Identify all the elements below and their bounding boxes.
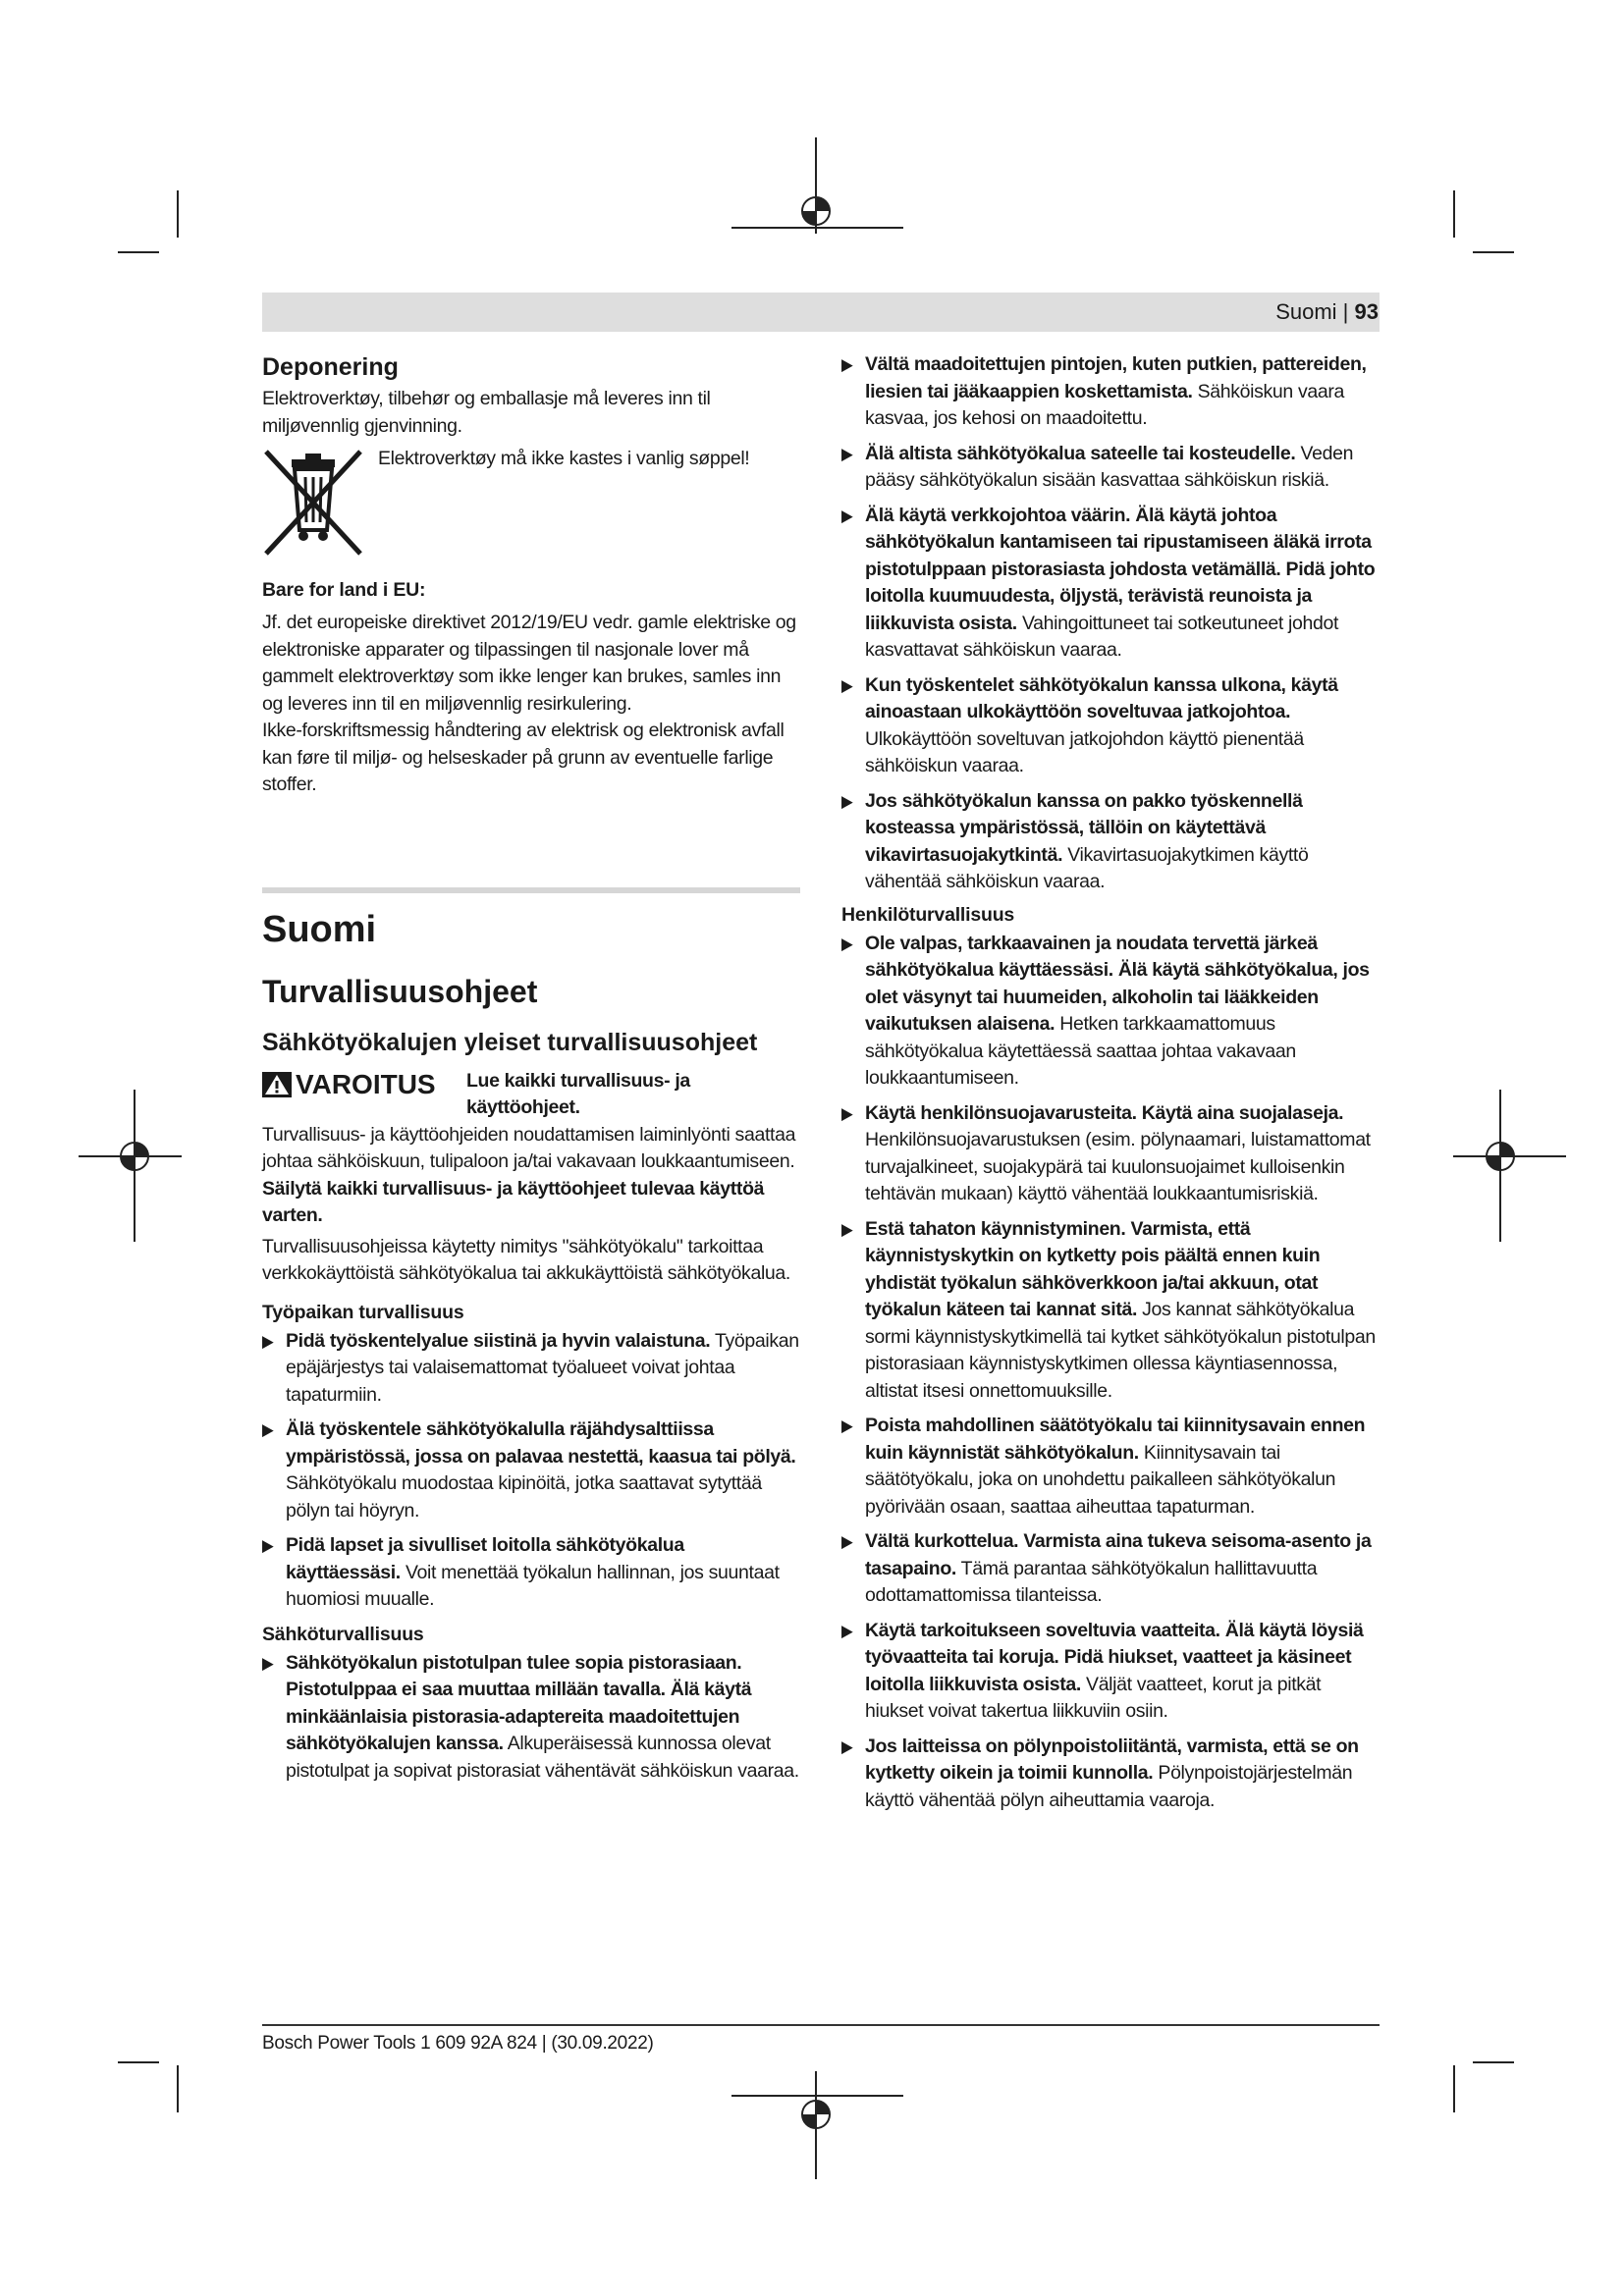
bullet-icon: ▶ (841, 1219, 853, 1239)
header-separator: | (1342, 299, 1349, 324)
footer-text: Bosch Power Tools 1 609 92A 824 | (30.09.2022) (262, 2033, 654, 2054)
list-item: ▶ Ole valpas, tarkkaavainen ja noudata tervettä järkeä sähkötyökalua käyttäessäsi. Älä käytä sähkötyökalua, jos olet väsynyt tai huumeiden, alkoholin tai lääkkeiden vaikutuksen alaisena. Hetken tarkkaamattomuus sähkötyökalua käytettäessä saattaa johtaa vakavaan loukkaantumiseen. (841, 932, 1370, 1089)
deponering-text: Elektroverktøy, tilbehør og emballasje må leveres inn til miljøvennlig gjenvinning. (262, 388, 711, 437)
electrical-list-right (841, 351, 1380, 896)
registration-mark-left (79, 1060, 216, 1256)
list-item: ▶ Pidä lapset ja sivulliset loitolla sähkötyökalua käyttäessäsi. Voit menettää työkalun hallinnan, jos suuntaat huomiosi muualle. (262, 1534, 780, 1610)
warning-label-text: VAROITUS (296, 1068, 436, 1099)
list-item: ▶ Käytä tarkoitukseen soveltuvia vaatteita. Älä käytä löysiä työvaatteita tai koruja. Pidä hiukset, vaatteet ja käsineet loitolla liikkuvista osista. Väljät vaatteet, korut ja pitkät hiukset voivat takertua liikkuviin osiin. (841, 1619, 1364, 1722)
keep-instructions: Säilytä kaikki turvallisuus- ja käyttöohjeet tulevaa käyttöä varten. (262, 1177, 765, 1226)
header-band (262, 293, 1380, 332)
section-divider (262, 887, 800, 893)
list-item: ▶ Sähkötyökalun pistotulpan tulee sopia pistorasiaan. Pistotulppaa ei saa muuttaa millään tavalla. Älä käytä minkäänlaisia pistorasia-adaptereita maadoitettujen sähkötyökalujen kanssa. Alkuperäisessä kunnossa olevat pistotulpat ja sopivat pistorasiat vähentävät sähköiskun vaaraa. (262, 1651, 799, 1782)
page-number: 93 (1354, 299, 1379, 324)
warning-label (262, 1068, 459, 1101)
workplace-list (262, 1328, 800, 1614)
warning-block (262, 1068, 800, 1176)
bullet-icon: ▶ (841, 506, 853, 525)
warning-text: Turvallisuus- ja käyttöohjeiden noudattamisen laiminlyönti saattaa johtaa sähköiskuun, tulipaloon ja/tai vakavaan loukkaantumiseen. (262, 1123, 796, 1172)
eu-heading: Bare for land i EU: (262, 579, 426, 601)
suomi-heading: Suomi (262, 908, 377, 950)
left-column (262, 351, 800, 1792)
term-definition: Turvallisuusohjeissa käytetty nimitys "sähkötyökalu" tarkoittaa verkkokäyttöistä sähkötyökalua tai akkukäyttöistä sähkötyökalua. (262, 1235, 790, 1284)
list-item: ▶ Vältä maadoitettujen pintojen, kuten putkien, pattereiden, liesien tai jääkaappien koskettamista. Sähköiskun vaara kasvaa, jos kehosi on maadoitettu. (841, 353, 1367, 429)
list-item: ▶ Poista mahdollinen säätötyökalu tai kiinnitysavain ennen kuin käynnistät sähkötyökalun. Kiinnitysavain tai säätötyökalu, joka on unohdettu paikalleen sähkötyökalun pyörivään osaan, saattaa aiheuttaa tapaturman. (841, 1415, 1366, 1518)
bullet-icon: ▶ (262, 1331, 274, 1351)
general-safety-heading: Sähkötyökalujen yleiset turvallisuusohjeet (262, 1028, 758, 1056)
list-item: ▶ Vältä kurkottelua. Varmista aina tukeva seisoma-asento ja tasapaino. Tämä parantaa sähkötyökalun hallittavuutta odottamattomissa tilanteissa. (841, 1530, 1372, 1606)
bullet-icon: ▶ (262, 1420, 274, 1439)
bullet-icon: ▶ (841, 1532, 853, 1551)
bullet-icon: ▶ (841, 791, 853, 811)
bullet-icon: ▶ (841, 1103, 853, 1123)
deponering-heading: Deponering (262, 353, 399, 381)
warning-triangle-icon (262, 1072, 292, 1097)
list-item: ▶ Kun työskentelet sähkötyökalun kanssa ulkona, käytä ainoastaan ulkokäyttöön soveltuvaa jatkojohtoa. Ulkokäyttöön soveltuvan jatkojohdon käyttö pienentää sähköiskun vaaraa. (841, 673, 1338, 776)
eu-text-2: Ikke-forskriftsmessig håndtering av elektrisk og elektronisk avfall kan føre til miljø- og helseskader på grunn av eventuelle farlige stoffer. (262, 720, 785, 795)
list-item: ▶ Älä työskentele sähkötyökalulla räjähdysalttiissa ympäristössä, jossa on palavaa nestettä, kaasua tai pölyä. Sähkötyökalu muodostaa kipinöitä, jotka saattavat sytyttää pölyn tai höyryn. (262, 1418, 796, 1522)
bullet-icon: ▶ (841, 675, 853, 695)
crossed-bin-icon (262, 444, 364, 558)
registration-mark-right (1434, 1060, 1571, 1256)
bullet-icon: ▶ (841, 1736, 853, 1756)
footer-rule (262, 2024, 1380, 2026)
electrical-list-left (262, 1650, 800, 1786)
bullet-icon: ▶ (841, 1621, 853, 1640)
registration-mark-bottom (727, 2071, 903, 2199)
bullet-icon: ▶ (841, 355, 853, 374)
header-section: Suomi (1275, 299, 1337, 324)
bullet-icon: ▶ (841, 934, 853, 953)
bullet-icon: ▶ (841, 1416, 853, 1435)
personal-heading: Henkilöturvallisuus (841, 903, 1015, 926)
right-column (841, 351, 1380, 1822)
bullet-icon: ▶ (841, 444, 853, 463)
list-item: ▶ Älä altista sähkötyökalua sateelle tai kosteudelle. Veden pääsy sähkötyökalun sisään kasvattaa sähköiskun riskiä. (841, 442, 1354, 491)
eu-text-1: Jf. det europeiske direktivet 2012/19/EU vedr. gamle elektriske og elektroniske apparater og tilpassingen til nasjonale lover må gammelt elektroverktøy som ikke lenger kan brukes, samles inn og leveres inn til en miljøvennlig resirkulering. (262, 612, 796, 715)
turvallisuusohjeet-heading: Turvallisuusohjeet (262, 973, 538, 1009)
list-item: ▶ Estä tahaton käynnistyminen. Varmista, että käynnistyskytkin on kytketty pois päältä ennen kuin yhdistät työkalun sähköverkkoon ja/tai akkuun, otat työkalun käteen tai kannat sitä. Jos kannat sähkötyökalua sormi käynnistyskytkimellä tai kytket sähkötyökalun pistotulpan pistorasiaan käynnistyskytkimen ollessa käyntiasennossa, altistat itsesi onnettomuuksille. (841, 1217, 1376, 1402)
disposal-block (262, 442, 800, 561)
list-item: ▶ Pidä työskentelyalue siistinä ja hyvin valaistuna. Työpaikan epäjärjestys tai valaisemattomat työalueet voivat johtaa tapaturmiin. (262, 1329, 799, 1406)
bullet-icon: ▶ (262, 1653, 274, 1673)
list-item: ▶ Käytä henkilönsuojavarusteita. Käytä aina suojalaseja. Henkilönsuojavarustuksen (esim. pölynaamari, luistamattomat turvajalkineet, suojakypärä tai kuulonsuojaimet kulloisenkin tehtävän mukaan) käyttö vähentää loukkaantumisriskiä. (841, 1101, 1371, 1204)
electrical-heading: Sähköturvallisuus (262, 1623, 424, 1645)
list-item: ▶ Jos laitteissa on pölynpoistoliitäntä, varmista, että se on kytketty oikein ja toimii kunnolla. Pölynpoistojärjestelmän käyttö vähentää pölyn aiheuttamia vaaroja. (841, 1735, 1359, 1811)
registration-mark-top (727, 137, 903, 275)
personal-list (841, 931, 1380, 1815)
list-item: ▶ Jos sähkötyökalun kanssa on pakko työskennellä kosteassa ympäristössä, tällöin on käytettävä vikavirtasuojakytkintä. Vikavirtasuojakytkimen käyttö vähentää sähköiskun vaaraa. (841, 789, 1309, 892)
warning-bold: Lue kaikki turvallisuus- ja käyttöohjeet. (466, 1069, 690, 1118)
bullet-icon: ▶ (262, 1536, 274, 1555)
list-item: ▶ Älä käytä verkkojohtoa väärin. Älä käytä johtoa sähkötyökalun kantamiseen tai ripustamiseen äläkä irrota pistotulppaan pistorasiasta johdosta vetämällä. Pidä johto loitolla kuumuudesta, öljystä, terävistä reunoista ja liikkuvista osista. Vahingoittuneet tai sotkeutuneet johdot kasvattavat sähköiskun vaaraa. (841, 504, 1376, 661)
disposal-text: Elektroverktøy må ikke kastes i vanlig søppel! (378, 448, 750, 469)
workplace-heading: Työpaikan turvallisuus (262, 1301, 464, 1323)
page-header (1275, 299, 1379, 325)
